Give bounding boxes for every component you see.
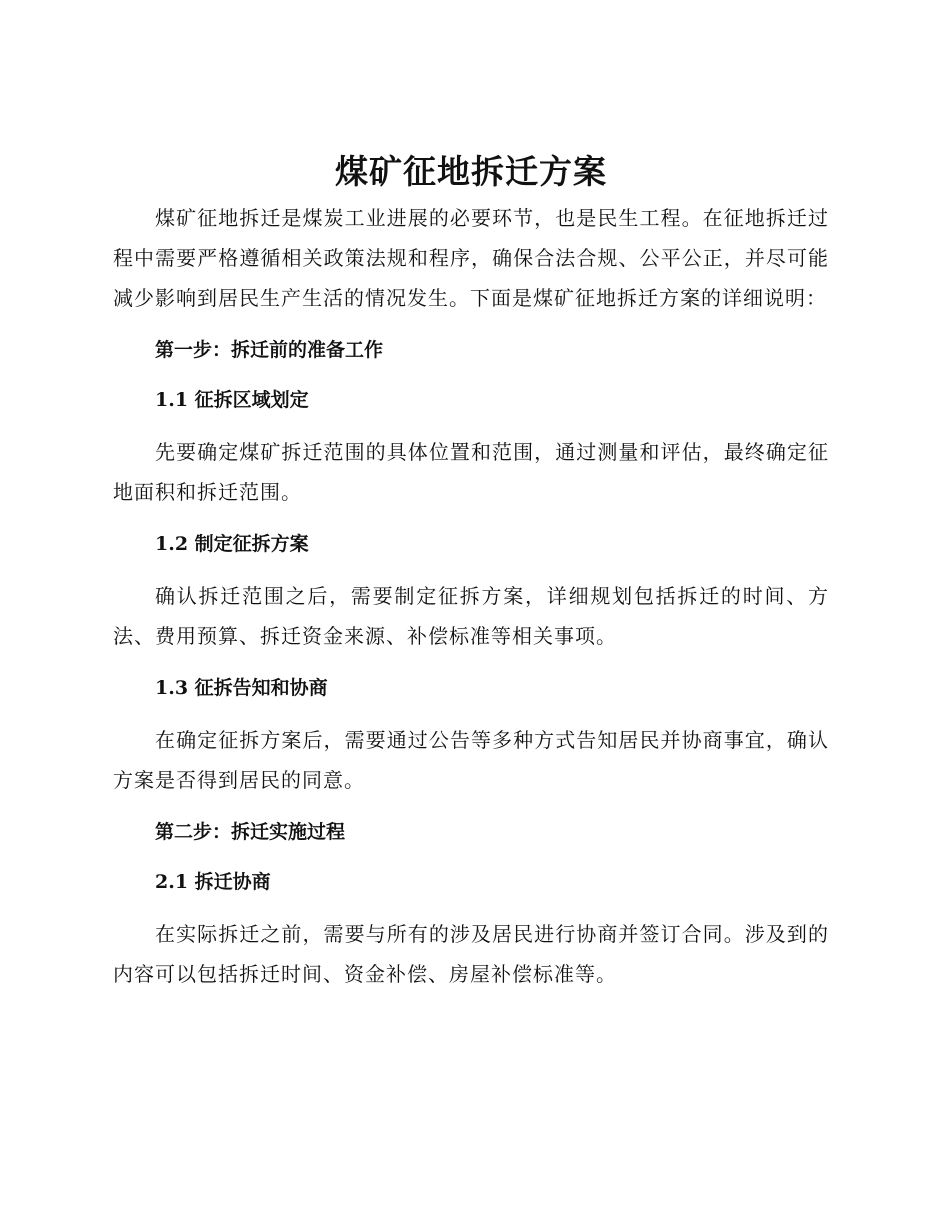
section-1-3-heading: 1.3 征拆告知和协商 [155, 677, 328, 699]
document-page [113, 150, 829, 994]
section-1-1-text: 先要确定煤矿拆迁范围的具体位置和范围，通过测量和评估，最终确定征地面积和拆迁范围。 [113, 440, 829, 504]
document-title: 煤矿征地拆迁方案 [335, 152, 607, 191]
step1-heading: 第一步：拆迁前的准备工作 [155, 339, 384, 361]
section-1-1-heading: 1.1 征拆区域划定 [155, 389, 309, 411]
section-1-2-heading: 1.2 制定征拆方案 [155, 533, 309, 555]
step2-heading: 第二步：拆迁实施过程 [155, 821, 346, 843]
section-2-1-heading: 2.1 拆迁协商 [155, 871, 271, 893]
section-1-3-text: 在确定征拆方案后，需要通过公告等多种方式告知居民并协商事宜，确认方案是否得到居民的同意。 [113, 728, 829, 792]
section-2-1-text: 在实际拆迁之前，需要与所有的涉及居民进行协商并签订合同。涉及到的内容可以包括拆迁时间、资金补偿、房屋补偿标准等。 [113, 922, 829, 986]
section-1-2-text: 确认拆迁范围之后，需要制定征拆方案，详细规划包括拆迁的时间、方法、费用预算、拆迁资金来源、补偿标准等相关事项。 [113, 584, 829, 648]
intro-paragraph: 煤矿征地拆迁是煤炭工业进展的必要环节，也是民生工程。在征地拆迁过程中需要严格遵循相关政策法规和程序，确保合法合规、公平公正，并尽可能减少影响到居民生产生活的情况发生。下面是煤矿征地拆迁方案的详细说明： [113, 206, 829, 310]
